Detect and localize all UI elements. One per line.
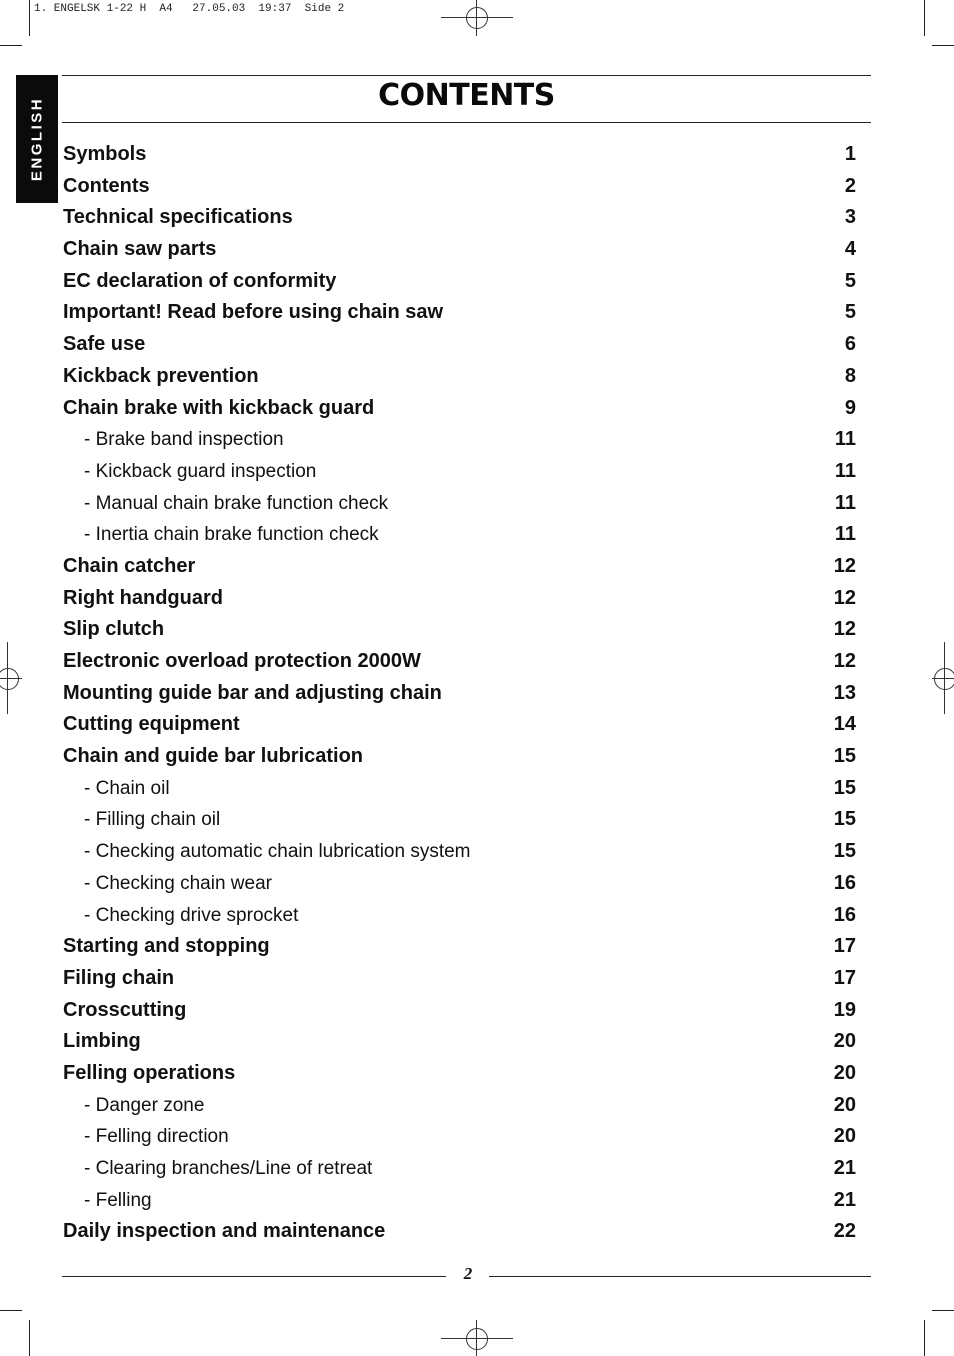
crop-mark (0, 45, 22, 46)
toc-entry-page: 12 (833, 586, 856, 609)
toc-entry (63, 995, 856, 1027)
toc-entry (63, 678, 856, 710)
crop-mark (29, 0, 30, 36)
toc-entry-page: 16 (833, 871, 856, 894)
toc-entry-page: 3 (844, 206, 856, 229)
toc-entry-label: EC declaration of conformity (63, 269, 337, 292)
footer-rule-left (62, 1276, 446, 1277)
toc-entry-label: - Checking automatic chain lubrication system (84, 841, 471, 863)
toc-entry (63, 393, 856, 425)
header-bottom-rule (62, 122, 871, 123)
toc-entry-page: 12 (833, 650, 856, 672)
toc-entry (63, 963, 856, 995)
toc-entry-label: Felling operations (63, 1061, 236, 1084)
crop-mark (932, 1310, 954, 1311)
toc-entry (63, 1153, 856, 1185)
toc-entry (63, 614, 856, 646)
toc-entry-label: Contents (63, 174, 150, 197)
crop-mark (932, 45, 954, 46)
toc-entry-page: 11 (834, 523, 856, 546)
toc-entry-label: Chain and guide bar lubrication (63, 745, 364, 768)
toc-entry-page: 20 (833, 1061, 856, 1084)
toc-entry (63, 1090, 856, 1122)
toc-entry-label: - Danger zone (84, 1094, 205, 1116)
toc-entry-label: Starting and stopping (63, 935, 270, 958)
toc-entry-label: Kickback prevention (63, 364, 259, 387)
toc-entry (63, 741, 856, 773)
crop-mark (924, 1320, 925, 1356)
toc-entry (63, 709, 856, 741)
toc-entry (63, 1058, 856, 1090)
toc-entry-label: - Checking drive sprocket (84, 904, 299, 926)
toc-entry-label: - Clearing branches/Line of retreat (84, 1158, 373, 1179)
toc-entry-label: Cutting equipment (63, 713, 240, 736)
toc-entry-label: Limbing (63, 1030, 141, 1053)
toc-entry (63, 139, 856, 171)
toc-entry-label: Important! Read before using chain saw (63, 301, 444, 324)
toc-entry-page: 6 (844, 333, 856, 356)
toc-entry (63, 202, 856, 234)
toc-entry (63, 1026, 856, 1058)
toc-entry-label: Slip clutch (63, 618, 165, 641)
toc-entry-label: Chain saw parts (63, 238, 217, 261)
toc-entry-label: - Felling (84, 1189, 152, 1211)
toc-entry (63, 488, 856, 520)
toc-entry-page: 20 (833, 1093, 856, 1116)
toc-entry-label: Safe use (63, 333, 146, 356)
toc-entry-page: 12 (833, 554, 856, 577)
crop-mark (924, 0, 925, 36)
toc-entry-page: 11 (834, 459, 856, 482)
toc-entry-page: 5 (844, 301, 856, 324)
toc-entry (63, 646, 856, 678)
toc-entry-page: 2 (844, 174, 856, 197)
toc-entry-label: - Checking chain wear (84, 872, 272, 894)
toc-entry-page: 4 (844, 238, 856, 261)
toc-entry (63, 1216, 856, 1248)
toc-entry-page: 5 (844, 269, 856, 292)
toc-entry (63, 868, 856, 900)
language-tab (16, 75, 58, 203)
toc-entry (63, 234, 856, 266)
toc-entry-page: 21 (833, 1188, 856, 1211)
toc-entry-page: 9 (844, 396, 856, 419)
toc-entry-page: 15 (833, 840, 856, 863)
toc-entry-label: Mounting guide bar and adjusting chain (63, 681, 442, 704)
header-top-rule (62, 75, 871, 76)
toc-entry-label: - Filling chain oil (84, 809, 221, 831)
page-number: 2 (463, 1264, 473, 1283)
toc-entry (63, 773, 856, 805)
toc-entry-label: Daily inspection and maintenance (63, 1220, 386, 1243)
toc-entry-page: 19 (833, 998, 856, 1021)
toc-entry-page: 15 (833, 808, 856, 831)
toc-entry-page: 20 (833, 1030, 856, 1053)
footer-rule-right (489, 1276, 871, 1277)
toc-entry-page: 8 (844, 364, 856, 387)
toc-entry (63, 171, 856, 203)
toc-entry-label: - Felling direction (84, 1126, 229, 1148)
toc-entry-page: 15 (833, 776, 856, 799)
toc-entry (63, 456, 856, 488)
toc-entry (63, 836, 856, 868)
toc-entry (63, 804, 856, 836)
toc-entry-page: 11 (834, 428, 856, 451)
toc-entry (63, 329, 856, 361)
toc-entry-label: Right handguard (63, 586, 223, 609)
toc-entry-label: - Chain oil (84, 777, 170, 799)
toc-entry-page: 1 (844, 143, 856, 165)
toc-entry-label: Electronic overload protection 2000W (63, 650, 421, 672)
toc-entry-page: 20 (833, 1125, 856, 1148)
toc-entry-label: Crosscutting (63, 998, 187, 1021)
toc-entry (63, 583, 856, 615)
toc-entry (63, 266, 856, 298)
toc-entry-label: - Kickback guard inspection (84, 460, 317, 482)
toc-entry-label: Symbols (63, 143, 147, 165)
toc-entry-page: 14 (833, 713, 856, 736)
toc-entry (63, 297, 856, 329)
toc-entry-page: 22 (833, 1220, 856, 1243)
toc-entry-label: - Brake band inspection (84, 429, 284, 451)
toc-entry-label: - Inertia chain brake function check (84, 524, 379, 546)
page-title: CONTENTS (378, 78, 555, 113)
toc-entry-page: 11 (834, 491, 856, 514)
toc-entry-page: 16 (833, 903, 856, 926)
language-tab-label: ENGLISH (28, 96, 46, 182)
toc-entry (63, 519, 856, 551)
toc-entry (63, 931, 856, 963)
toc-entry-label: Chain brake with kickback guard (63, 396, 375, 419)
toc-entry-page: 21 (833, 1157, 856, 1179)
toc-entry-page: 13 (833, 681, 856, 704)
toc-entry (63, 1121, 856, 1153)
toc-entry-label: Filing chain (63, 966, 175, 989)
toc-entry-page: 15 (833, 745, 856, 768)
toc-entry-page: 12 (833, 618, 856, 641)
toc-entry-label: Technical specifications (63, 206, 293, 229)
toc-entry (63, 361, 856, 393)
toc-entry (63, 551, 856, 583)
toc-entry-page: 17 (833, 966, 856, 989)
print-slug: 1. ENGELSK 1-22 H A4 27.05.03 19:37 Side 2 (34, 3, 345, 15)
toc-entry (63, 424, 856, 456)
table-of-contents (63, 139, 856, 1248)
toc-entry-label: Chain catcher (63, 554, 196, 577)
crop-mark (29, 1320, 30, 1356)
toc-entry-label: - Manual chain brake function check (84, 492, 389, 514)
toc-entry (63, 1185, 856, 1217)
toc-entry (63, 900, 856, 932)
toc-entry-page: 17 (833, 935, 856, 958)
crop-mark (0, 1310, 22, 1311)
